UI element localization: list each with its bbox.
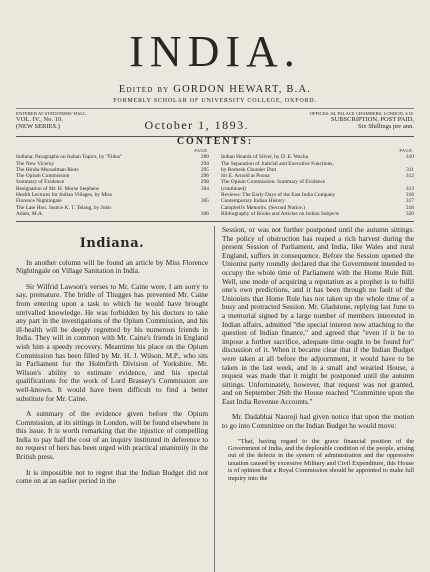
- page-column-label: PAGE.: [399, 148, 414, 153]
- contents-entry-title: Reviews: The Early Days of the East India Company: [221, 192, 336, 199]
- section-heading: Indiana.: [79, 236, 145, 251]
- article-columns: [16, 226, 414, 572]
- contents-left-column: [16, 148, 209, 217]
- contents-entry: [16, 211, 209, 217]
- price-line-2: Six Shillings per ann.: [358, 123, 414, 130]
- contents-entry-title: Summary of Evidence: [16, 179, 65, 186]
- contents-entry-page: 296: [200, 173, 209, 180]
- contents-table: [16, 148, 414, 222]
- contents-entry-title: (continued): [221, 185, 246, 192]
- contents-entry-page: 298: [200, 179, 209, 186]
- article-paragraph: It is impossible not to regret that the Indian Budget did not come on at an earlier period in the: [16, 467, 208, 486]
- contents-right-column: [221, 148, 414, 217]
- series-label: (NEW SERIES.): [16, 123, 60, 130]
- contents-entry-title: Health Lectures for Indian Villages, by Miss: [16, 192, 112, 199]
- contents-entry-title: The Late Hon. Justice K. T. Telang, by John: [16, 204, 111, 211]
- article-paragraph: A summary of the evidence given before the Opium Commission, at its sittings in London, will be found elsewhere in this issue. It is worth remarking that the injustice of compelling India to pay half the cost of an inquiry instituted in deference to no request of hers has been urged with practical unanimity in the British press.: [16, 409, 208, 462]
- contents-entry-page: 317: [405, 198, 414, 205]
- price-block: [331, 116, 414, 130]
- article-paragraph: Sir Wilfrid Lawson's verses to Mr. Caine were, I am sorry to say, premature. The bridle of Thugges has prevented Mr. Caine from entering upon a task to which he would have brought unrivalled knowledge. He was forbidden by his doctors to take any part in the investigations of the Opium Commission, and his ill-health will be deeply regretted by his numerous friends in India. They will in common with Mr. Caine's friends in England wish him a speedy recovery. Meantime his place on the Opium Commission has been filled by Mr. H. J. Wilson, M.P., who sits in Parliament for the Holmfirth Division of Yorkshire. Mr. Wilson's ability to estimate evidence, and his special qualifications for the work of Lord Brassey's Commission are well-known. It would have been difficult to find a better substitute for Mr. Caine.: [16, 281, 208, 403]
- article-paragraph: In another column will be found an article by Miss Florence Nightingale on Village Sanitation in India.: [16, 257, 208, 276]
- contents-entry-page: 318: [405, 204, 414, 211]
- page-column-label: PAGE.: [194, 148, 209, 153]
- article-paragraph: Mr. Dadabhai Naoroji had given notice that upon the motion to go into Committee on the Indian Budget he would move:: [222, 412, 414, 431]
- contents-entry-page: 316: [405, 192, 414, 199]
- editor-line: Edited by GORDON HEWART, B.A.: [118, 84, 312, 95]
- office-text: OFFICES: 84, PALACE CHAMBERS, LONDON, S.W.: [309, 111, 414, 116]
- contents-entry-page: 305: [200, 198, 209, 205]
- issue-date: October 1, 1893.: [144, 118, 250, 132]
- masthead-title: INDIA.: [129, 27, 301, 76]
- issue-row: [16, 116, 414, 137]
- price-line-1: SUBSCRIPTION, POST PAID,: [330, 116, 414, 123]
- contents-entry-title: Resignation of Mr. H. Morse Stephens: [16, 185, 100, 192]
- right-column: [222, 226, 414, 572]
- contents-entry-title: Contemporary Indian History: [221, 198, 285, 205]
- contents-entry-title: Campbell's Memoirs. (Second Notice.): [221, 204, 306, 211]
- contents-entry-page: 311: [406, 166, 414, 173]
- contents-entry-title: Florence Nightingale: [16, 198, 62, 205]
- contents-entry-title: Indian Hoards of Silver, by D. E. Wacha: [221, 154, 308, 161]
- contents-entry-page: 306: [200, 210, 209, 217]
- contents-entry-page: 312: [405, 173, 414, 180]
- contents-entry-page: 313: [405, 185, 414, 192]
- contents-entry-page: 310: [405, 154, 414, 161]
- article-paragraph: Session, or was not further postponed until the autumn sittings. The policy of obstruction has reaped a rich harvest during the present Session of Parliament, and India, like Wales and rural England, suffers in consequence. Before the Session opened the Unionist party roundly declared that the Government intended to occupy the whole time of Parliament with the Home Rule Bill. Well, one mode of acquiring a reputation as a prophet is to fulfil one's own predictions, and it has been through no fault of the Unionists that Home Rule has not taken up the whole time of a busy and protracted Session. Mr. Gladstone, replying last June to a memorial signed by a large number of members interested in Indian affairs, admitted "the special interest now attaching to the question of Indian finance," and agreed that "even if it be to impose a further sacrifice, adequate time ought to be found for" discussion of it. When it became clear that if the Indian Budget were taken at all before the adjournment, it would have to be taken in the last week, and in a small and wearied House, a request was made that it might be postponed until the autumn sittings. Unfortunately, however, that request was not granted, and on September 26th the House reached "Committee upon the East India Revenue Accounts.": [222, 226, 414, 406]
- left-column: [16, 226, 208, 572]
- contents-entry: [221, 211, 414, 217]
- contents-entry-page: 289: [200, 154, 209, 161]
- contents-entry-title: The Separation of Judicial and Executive Functions,: [221, 160, 334, 167]
- contents-entry-page: 320: [405, 210, 414, 217]
- contents-entry-title: Bibliography of Books and Articles on Indian Subjects: [221, 210, 340, 217]
- contents-entry-page: 295: [200, 166, 209, 173]
- contents-entry-page: 304: [200, 185, 209, 192]
- contents-entry-title: The New Viceroy: [16, 160, 55, 167]
- contents-entry-title: Indiana: Paragraphs on Indian Topics, by "Fidus": [16, 154, 123, 161]
- volume-block: [16, 116, 63, 130]
- volume-number: VOL. IV., No. 10.: [16, 116, 63, 123]
- contents-entry-title: by Romesh Chunder Dutt: [221, 166, 277, 173]
- contents-title: CONTENTS:: [176, 136, 254, 147]
- contents-entry-title: The Opium Commission: Summary of Evidence: [221, 179, 326, 186]
- registered-text: ENTERED AT STATIONERS' HALL.: [16, 111, 88, 116]
- contents-entry-page: 294: [200, 160, 209, 167]
- registration-row: [16, 108, 414, 116]
- article-paragraph: "That, having regard to the grave financial position of the Government of India, and the deplorable condition of the people, arising out of the defects in the system of administration and the oppressive taxation caused by excessive Military and Civil Expenditure, this House is of opinion that a Royal Commission should be appointed to make full inquiry into the: [228, 437, 414, 482]
- contents-entry-title: Sir E. Arnold at Poona: [221, 173, 270, 180]
- contents-entry-title: Adam, M.A.: [16, 210, 44, 217]
- formerly-line: FORMERLY SCHOLAR OF UNIVERSITY COLLEGE, OXFORD.: [113, 98, 317, 104]
- contents-entry-title: The Hindu-Mussalman Riots: [16, 166, 79, 173]
- contents-entry-title: The Opium Commission: [16, 173, 70, 180]
